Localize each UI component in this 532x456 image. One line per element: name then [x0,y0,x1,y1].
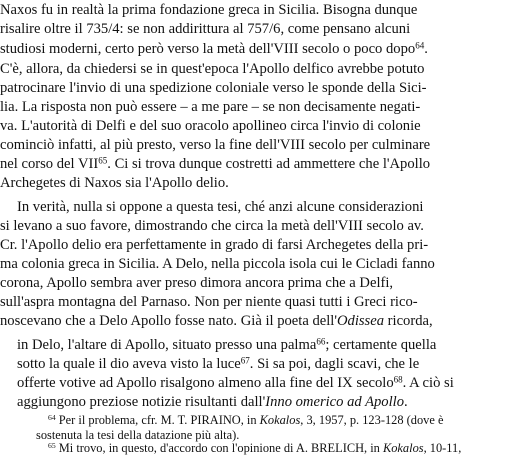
text-line-10: Archegetes di Naxos sia l'Apollo delio. [0,175,229,191]
text-line-14: ma colonia greca in Sicilia. A Delo, nella piccola isola cui le Cicladi fanno [0,256,435,272]
text-line-13: Cr. l'Apollo delio era perfettamente in grado di farsi Archegetes della pri- [0,237,429,253]
text-line-18: in Delo, l'altare di Apollo, situato presso una palma$^{66}$; certamente quella [17,336,437,353]
text-line-5: patrocinare l'invio di una spedizione coloniale verso le sponde della Sici- [0,80,427,96]
text-line-6: lia. La risposta non può essere – a me pare – se non decisamente negati- [0,99,421,115]
text-line-15: corona, Apollo sembra aver preso dimora ancora prima che a Delfi, [0,275,394,291]
text-line-12: si levano a suo favore, dimostrando che circa la metà dell'VIII secolo av. [0,218,424,234]
footnote-ref-67: 67 [240,355,250,366]
text-line-1: Naxos fu in realtà la prima fondazione greca in Sicilia. Bisogna dunque [0,2,418,18]
footnote-ref-68: 68 [393,374,403,385]
text-line-19: sotto la quale il dio aveva visto la luce$^{67}$. Si sa poi, dagli scavi, che le [17,355,420,372]
text-line-16: sull'aspra montagna del Parnaso. Non per niente quasi tutti i Greci rico- [0,294,418,310]
text-line-8: cominciò infatti, al più presto, verso la fine dell'VIII secolo per culminare [0,137,431,153]
text-line-21: aggiungono preziose notizie risultanti dall'Inno omerico ad Apollo. [17,394,408,410]
footnote-64: $^{64}$ Per il problema, cfr. M. T. PIRAINO, in Kokalos, 3, 1957, p. 123-128 (dove è [48,413,444,427]
text-line-20: offerte votive ad Apollo risalgono almeno alla fine del IX secolo$^{68}$. A ciò si [17,374,454,391]
text-line-7: va. L'autorità di Delfi e del suo oracolo apollineo circa l'invio di colonie [0,118,421,134]
text-line-3: studiosi moderni, certo però verso la metà dell'VIII secolo o poco dopo$^{64}$. [0,40,428,57]
footnote-65: $^{65}$ Mi trovo, in questo, d'accordo con l'opinione di A. BRELICH, in Kokalos, 10-11, [48,441,462,455]
text-line-11: In verità, nulla si oppone a questa tesi, ché anzi alcune considerazioni [17,199,424,215]
footnote-ref-64: 64 [415,40,425,51]
footnote-64-continuation: sostenuta la tesi della datazione più alta). [36,428,240,442]
text-line-2: risalire oltre il 735/4: se non addirittura al 757/6, come pensano alcuni [0,21,411,37]
footnote-ref-65: 65 [98,155,108,166]
footnote-ref-66: 66 [316,336,326,347]
text-line-4: C'è, allora, da chiedersi se in quest'epoca l'Apollo delfico avrebbe potuto [0,61,425,77]
text-line-9: nel corso del VII$^{65}$. Ci si trova dunque costretti ad ammettere che l'Apollo [0,155,431,172]
text-line-17: noscevano che a Delo Apollo fosse nato. Già il poeta dell'Odissea ricorda, [0,313,433,329]
